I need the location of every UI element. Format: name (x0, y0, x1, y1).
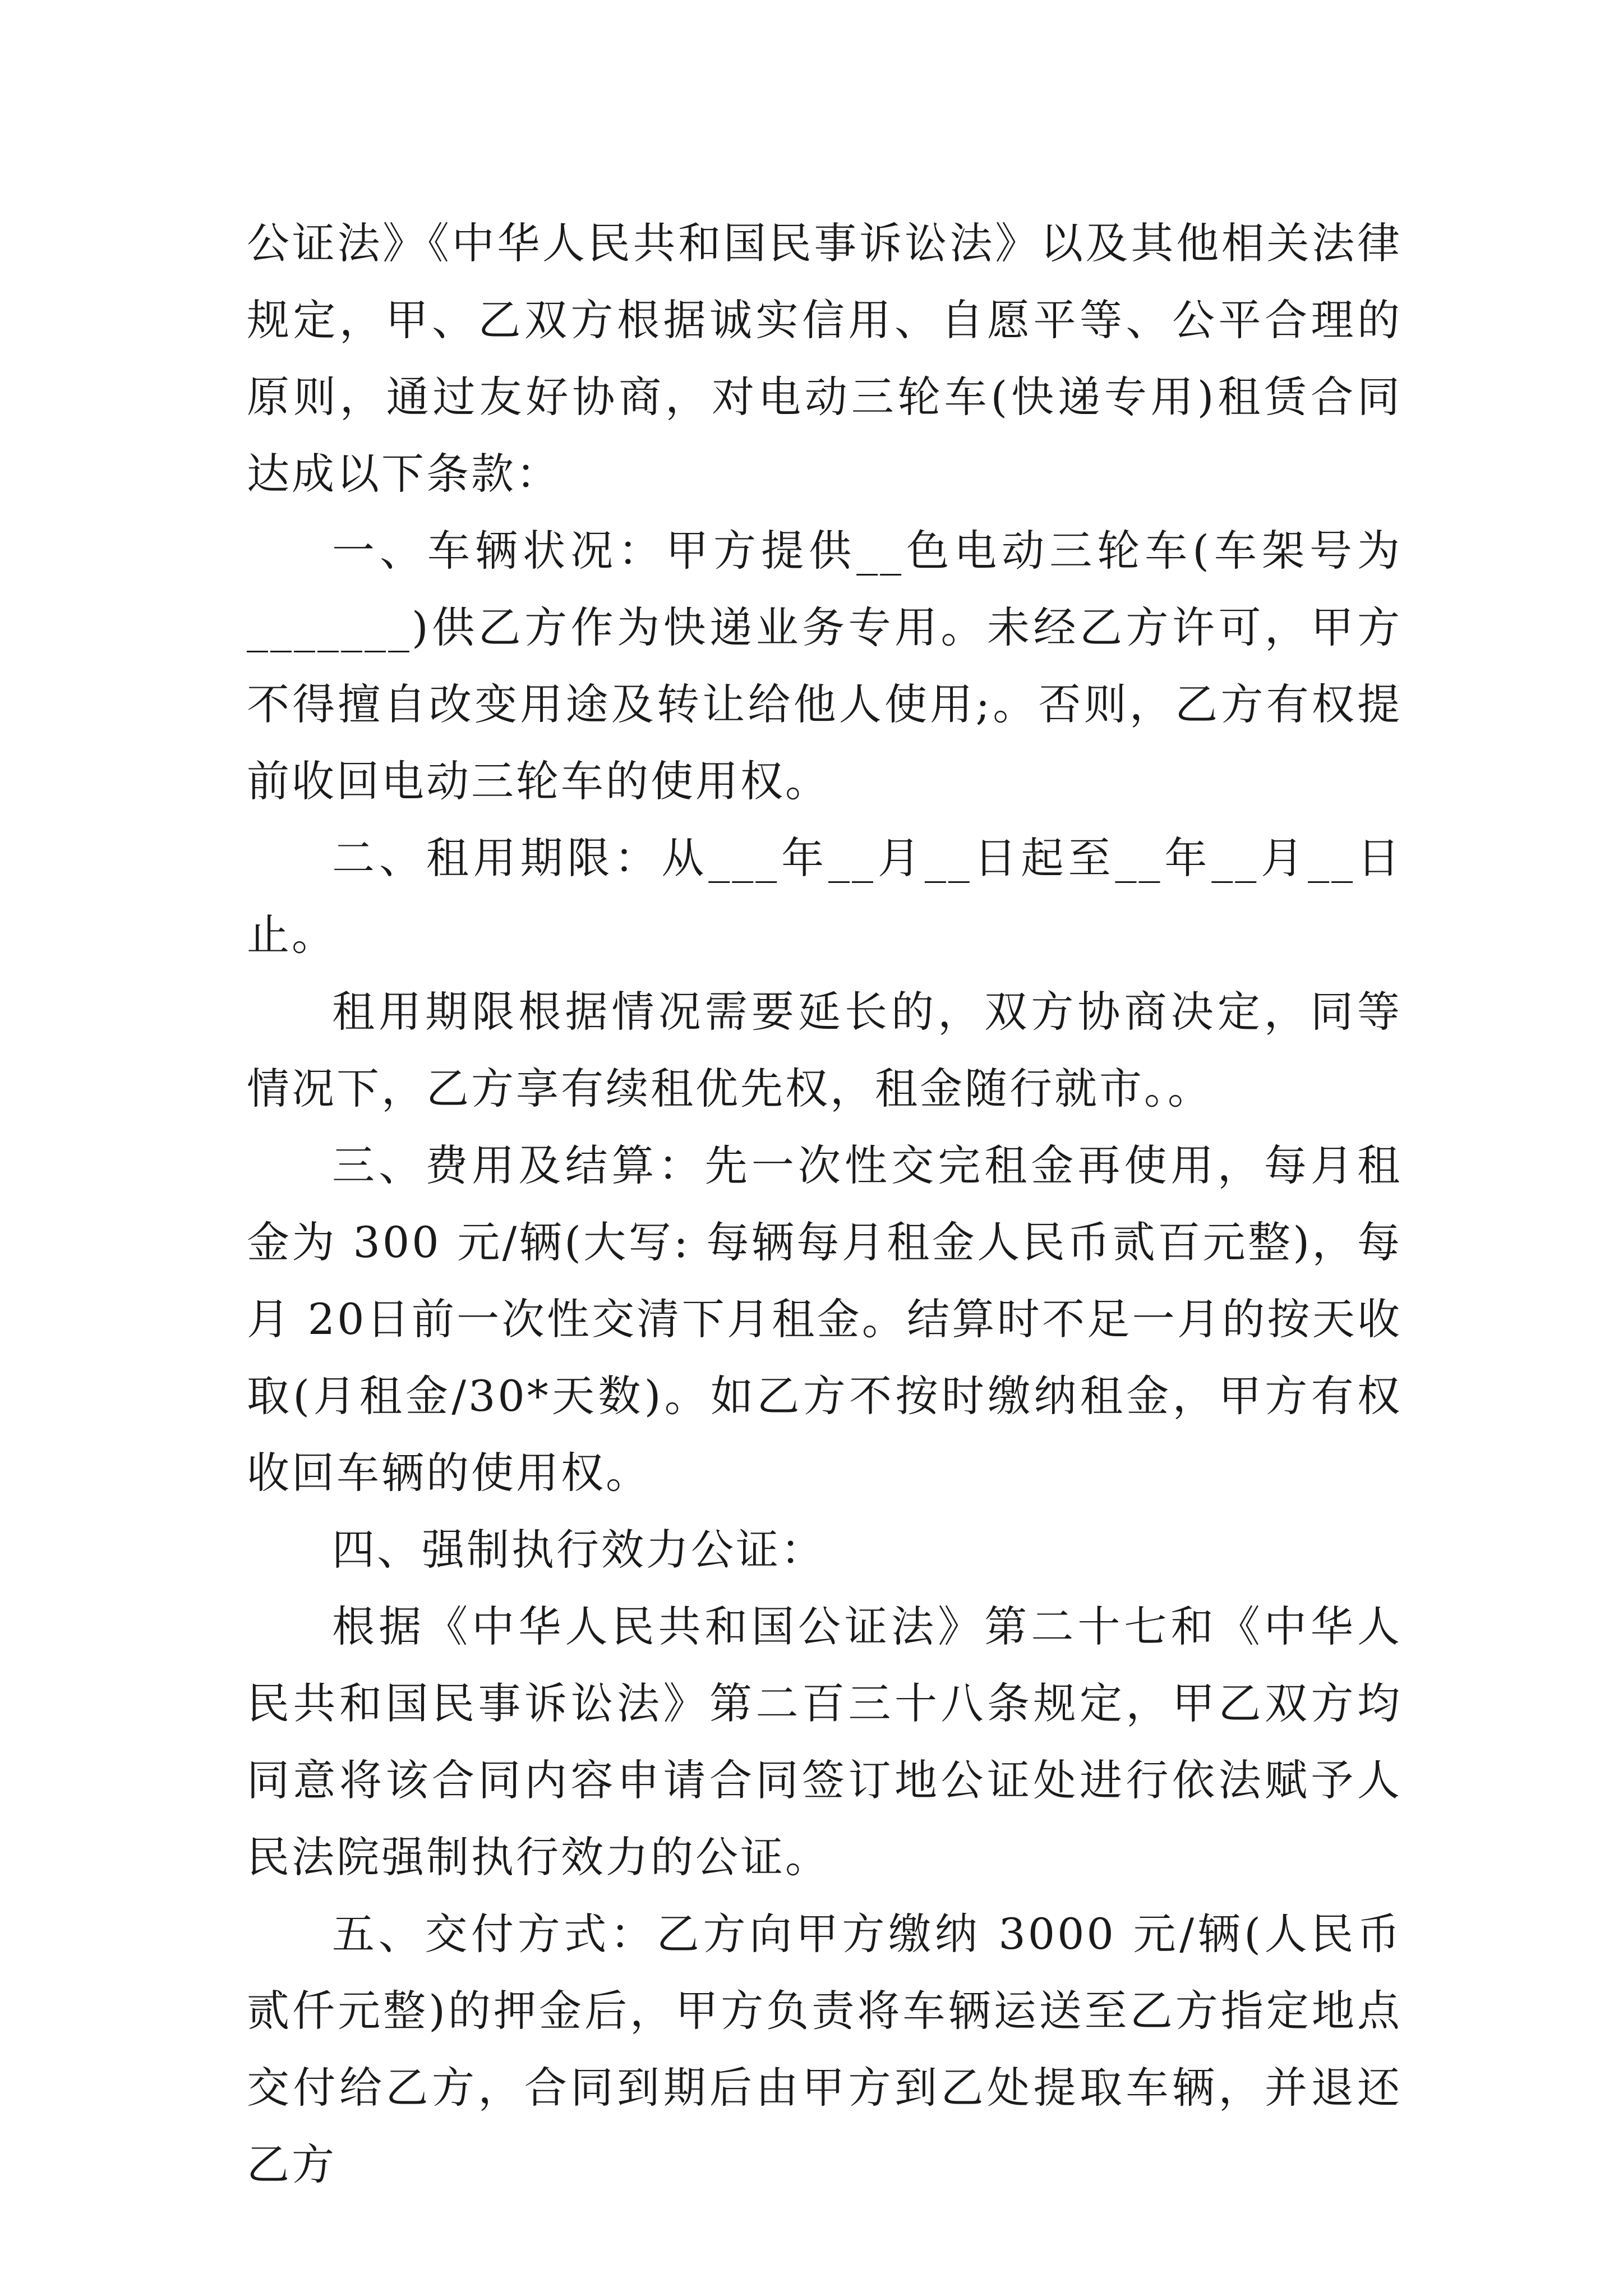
paragraph-clause-3: 三、费用及结算：先一次性交完租金再使用，每月租金为 300 元/辆(大写: 每辆每月租金人民币贰百元整)，每月 20日前一次性交清下月租金。结算时不足一月的按天收取(月租金/30*天数)。如乙方不按时缴纳租金，甲方有权收回车辆的使用权。 (247, 1140, 1402, 1498)
paragraph-clause-5: 五、交付方式：乙方向甲方缴纳 3000 元/辆(人民币贰仟元整)的押金后，甲方负责将车辆运送至乙方指定地点交付给乙方，合同到期后由甲方到乙处提取车辆，并退还乙方 (247, 1909, 1402, 2189)
contract-body (247, 205, 1402, 2203)
paragraph-intro: 公证法》《中华人民共和国民事诉讼法》以及其他相关法律规定，甲、乙双方根据诚实信用、自愿平等、公平合理的原则，通过友好协商，对电动三轮车(快递专用)租赁合同达成以下条款： (247, 218, 1402, 499)
paragraph-clause-1: 一、车辆状况：甲方提供__色电动三轮车(车架号为_______)供乙方作为快递业务专用。未经乙方许可，甲方不得擅自改变用途及转让给他人使用;。否则，乙方有权提前收回电动三轮车的使用权。 (247, 526, 1402, 806)
paragraph-clause-2-note: 租用期限根据情况需要延长的，双方协商决定，同等情况下，乙方享有续租优先权，租金随行就市。。 (247, 987, 1402, 1114)
paragraph-clause-4-body: 根据《中华人民共和国公证法》第二十七和《中华人民共和国民事诉讼法》第二百三十八条规定，甲乙双方均同意将该合同内容申请合同签订地公证处进行依法赋予人民法院强制执行效力的公证。 (247, 1602, 1402, 1882)
paragraph-clause-4-heading: 四、强制执行效力公证： (332, 1525, 826, 1575)
paragraph-clause-2: 二、租用期限：从___年__月__日起至__年__月__日止。 (247, 833, 1402, 960)
